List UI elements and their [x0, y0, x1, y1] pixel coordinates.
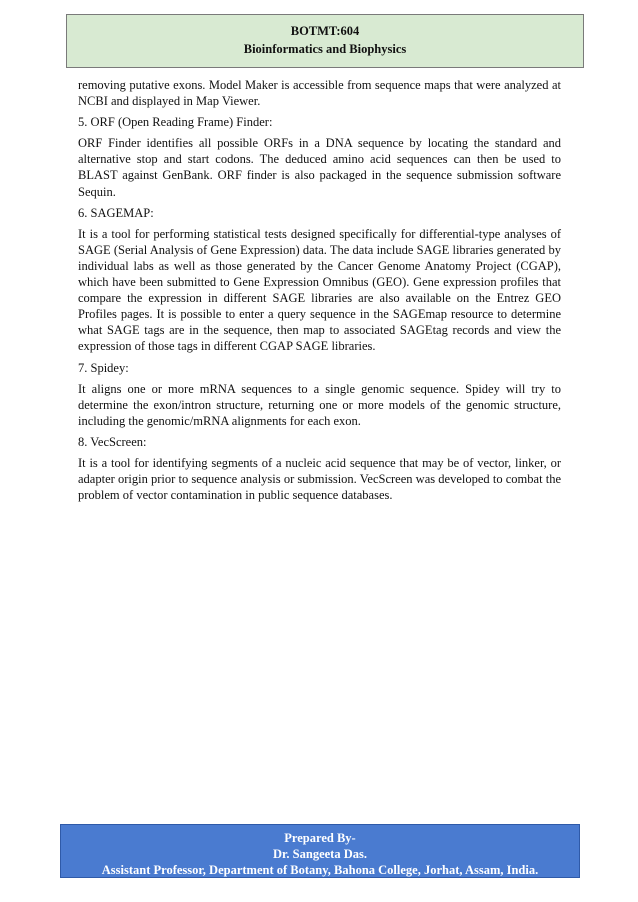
- body-paragraph: It is a tool for performing statistical tests designed specifically for differential-type analyses of SAGE (Serial Analysis of Gene Expression) data. The data include SAGE libraries generated by individual labs as well as those generated by the Cancer Genome Anatomy Project (CGAP), which have been submitted to Gene Expression Omnibus (GEO). Gene expression profiles that compare the expression in different SAGE libraries are also available on the Entrez GEO Profiles pages. It is possible to enter a query sequence in the SAGEmap resource to determine what SAGE tags are in the sequence, then map to associated SAGEtag records and view the expression of those tags in different CGAP SAGE libraries.: [78, 226, 561, 354]
- body-paragraph: removing putative exons. Model Maker is accessible from sequence maps that were analyzed at NCBI and displayed in Map Viewer.: [78, 78, 561, 109]
- section-heading-sagemap: 6. SAGEMAP:: [78, 205, 154, 220]
- section-heading-vecscreen: 8. VecScreen:: [78, 434, 147, 449]
- page-footer: [60, 824, 580, 878]
- course-code: BOTMT:604: [290, 24, 360, 38]
- page-header: [66, 14, 584, 68]
- section-heading-orf-finder: 5. ORF (Open Reading Frame) Finder:: [78, 115, 273, 130]
- body-paragraph: It aligns one or more mRNA sequences to a single genomic sequence. Spidey will try to determine the exon/intron structure, returning one or more models of the genomic structure, including the genomic/mRNA alignments for each exon.: [78, 381, 561, 428]
- author-affiliation: Assistant Professor, Department of Botany, Bahona College, Jorhat, Assam, India.: [101, 863, 539, 877]
- body-paragraph: ORF Finder identifies all possible ORFs in a DNA sequence by locating the standard and alternative stop and start codons. The deduced amino acid sequences can then be used to BLAST against GenBank. ORF finder is also packaged in the sequence submission software Sequin.: [78, 136, 561, 199]
- author-name: Dr. Sangeeta Das.: [273, 847, 367, 861]
- prepared-by-label: Prepared By-: [284, 831, 356, 845]
- course-subject: Bioinformatics and Biophysics: [243, 42, 407, 56]
- section-heading-spidey: 7. Spidey:: [78, 360, 129, 375]
- document-body: [78, 77, 561, 508]
- body-paragraph: It is a tool for identifying segments of a nucleic acid sequence that may be of vector, linker, or adapter origin prior to sequence analysis or submission. VecScreen was developed to combat the problem of vector contamination in public sequence databases.: [78, 455, 561, 503]
